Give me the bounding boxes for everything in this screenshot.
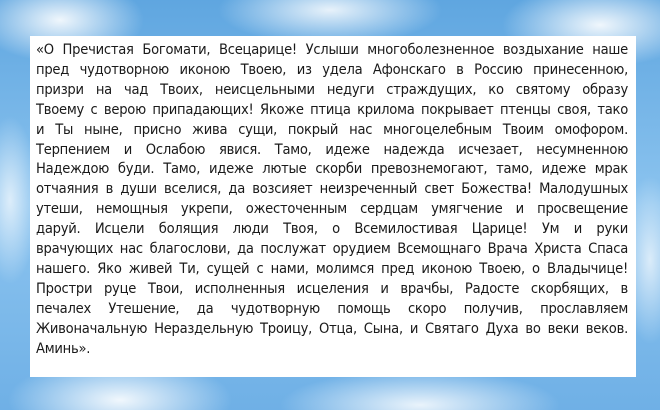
prayer-line: печалех Утешение, да чудотворную помощь скоро получив, прославляем [36,299,628,317]
prayer-line: врачующих нас благослови, да послужат орудием Всемощнаго Врача Христа Спаса [36,240,628,258]
prayer-line: утеши, немощныя укрепи, ожесточенным сердцам умягчение и просвещение [36,200,628,218]
prayer-line: Надеждою буди. Тамо, идеже лютые скорби превознемогают, тамо, идеже мрак [36,160,628,178]
prayer-panel [30,36,636,377]
prayer-line: Терпением и Ослабою явися. Тамо, идеже надежда исчезает, несумненною [36,140,628,158]
prayer-text [36,40,628,359]
prayer-line: Простри руце Твои, исполненныя исцеления и врачбы, Радосте скорбящих, в [36,279,628,297]
prayer-line: даруй. Исцели болящия люди Твоя, о Всемилостивая Царице! Ум и руки [36,220,628,238]
prayer-line: нашего. Яко живей Ти, сущей с нами, молимся пред иконою Твоею, о Владычице! [36,259,628,277]
prayer-line: Твоему с верою припадающих! Якоже птица крилома покрывает птенцы своя, тако [36,100,628,118]
prayer-line: пред чудотворною иконою Твоею, из удела Афонскаго в Россию принесенною, [36,60,628,78]
prayer-line: Живоначальную Нераздельную Троицу, Отца, Сына, и Святаго Духа во веки веков. [36,319,628,337]
prayer-line: и Ты ныне, присно жива сущи, покрый нас многоцелебным Твоим омофором. [36,120,628,138]
prayer-line: призри на чад Твоих, неисцельными недуги страждущих, ко святому образу [36,80,628,98]
prayer-line: отчаяния в души вселися, да возсияет неизреченный свет Божества! Малодушных [36,180,628,198]
prayer-line: Аминь». [36,339,91,357]
prayer-line: «О Пречистая Богомати, Всецарице! Услыши многоболезненное воздыхание наше [36,41,628,58]
